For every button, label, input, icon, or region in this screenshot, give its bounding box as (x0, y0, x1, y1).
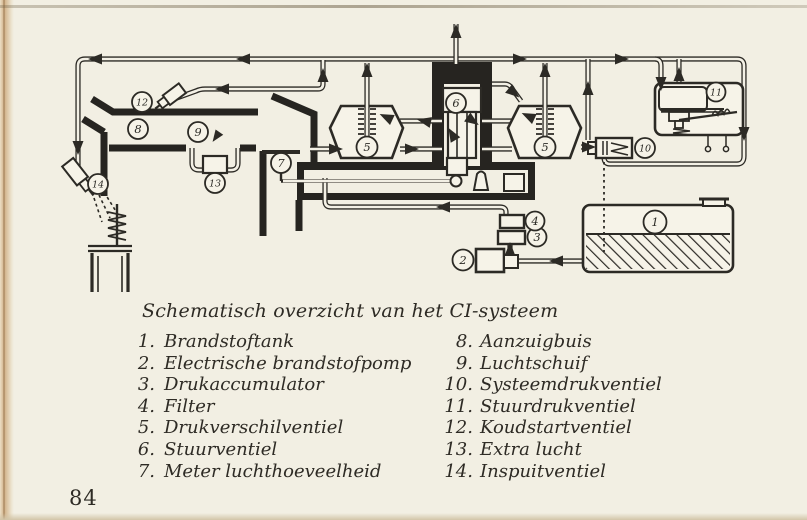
extra-air-box (203, 156, 227, 173)
legend-item (128, 417, 433, 439)
legend-label: Filter (164, 395, 215, 417)
callout-3-num: 3 (533, 230, 541, 244)
legend-item (128, 461, 433, 483)
legend-num: 13. (444, 438, 473, 460)
legend-num: 14. (444, 460, 473, 482)
legend-num: 5. (137, 417, 155, 439)
legend-num: 12. (444, 417, 473, 439)
accumulator (498, 231, 525, 244)
callout-6-num: 6 (452, 96, 460, 110)
page-number: 84 (69, 486, 98, 510)
legend-column-left (128, 331, 433, 482)
legend-label: Electrische brandstofpomp (164, 352, 412, 374)
fuel-tank (583, 199, 733, 272)
legend-column-right (433, 331, 662, 482)
legend-item (433, 396, 662, 418)
fuel-filter (500, 215, 524, 228)
legend-label: Luchtschuif (480, 352, 588, 374)
legend-item (433, 461, 662, 483)
legend-item (433, 417, 662, 439)
legend-label: Stuurdrukventiel (480, 395, 636, 417)
air-slide-arrow (209, 129, 223, 144)
legend-num: 4. (137, 395, 155, 417)
callout-1-num: 1 (651, 215, 659, 229)
callout-13-num: 13 (208, 178, 222, 190)
legend-label: Systeemdrukventiel (480, 374, 662, 396)
legend-num: 8. (455, 331, 473, 352)
legend-label: Aanzuigbuis (480, 331, 592, 352)
callout-7-num: 7 (277, 156, 285, 170)
callout-14-num: 14 (91, 179, 105, 191)
callout-5-right-num: 5 (541, 140, 549, 154)
legend-item (128, 396, 433, 418)
legend-label: Meter luchthoeveelheid (164, 460, 382, 482)
legend-num: 10. (444, 374, 473, 396)
callout-10-num: 10 (638, 143, 652, 155)
legend-item (128, 353, 433, 375)
diagram-caption: Schematisch overzicht van het CI-systeem (142, 300, 559, 322)
callout-2-num: 2 (459, 253, 467, 267)
legend-item (433, 439, 662, 461)
legend-num: 11. (444, 395, 473, 417)
legend-item (433, 374, 662, 396)
legend-item (433, 331, 662, 353)
callout-5-left-num: 5 (363, 140, 371, 154)
legend-num: 1. (137, 331, 155, 352)
callout-8-num: 8 (134, 122, 142, 136)
legend-label: Drukverschilventiel (164, 417, 344, 439)
legend-num: 6. (137, 438, 155, 460)
legend-label: Koudstartventiel (480, 417, 632, 439)
legend-num: 3. (137, 374, 155, 396)
legend-num: 7. (137, 460, 155, 482)
system-pressure-valve (588, 138, 632, 158)
legend-item (433, 353, 662, 375)
control-pressure-valve (655, 83, 743, 152)
callout-11-num: 11 (709, 87, 723, 99)
legend-label: Drukaccumulator (164, 374, 324, 396)
legend-item (128, 374, 433, 396)
callout-9-num: 9 (194, 125, 202, 139)
legend-item (128, 439, 433, 461)
legend-num: 9. (455, 352, 473, 374)
legend-item (128, 331, 433, 353)
legend-label: Stuurventiel (164, 438, 278, 460)
callout-4-num: 4 (531, 214, 539, 228)
callout-12-num: 12 (135, 97, 149, 109)
legend-label: Inspuitventiel (480, 460, 606, 482)
legend-label: Extra lucht (480, 438, 582, 460)
legend-num: 2. (137, 352, 155, 374)
legend (128, 331, 662, 482)
legend-label: Brandstoftank (164, 331, 295, 352)
